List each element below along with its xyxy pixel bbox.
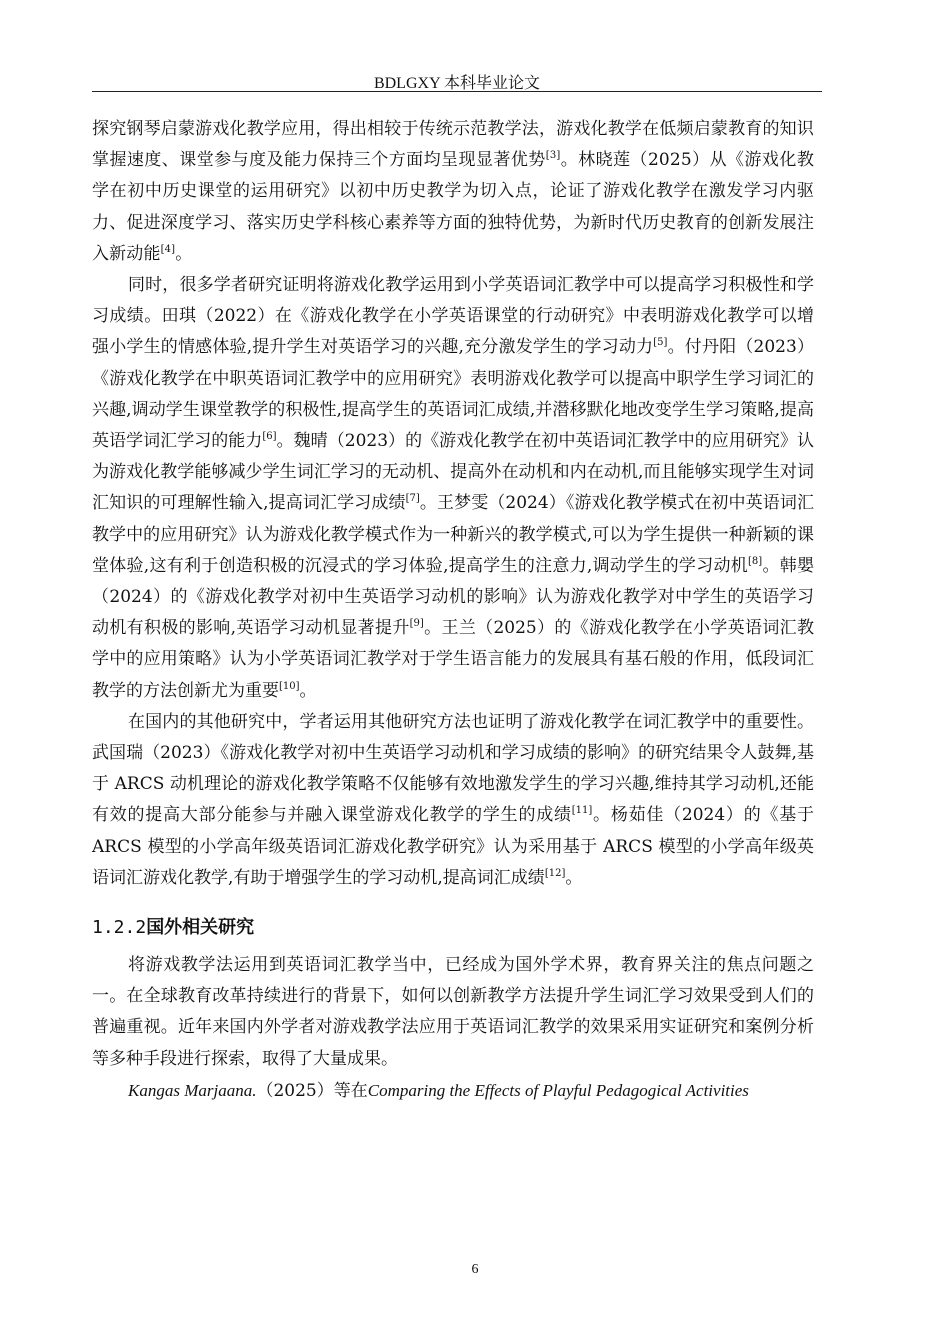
paragraph-text: 。韩嬰（2024）的《游戏化教学对初中生英语学习动机的影响》认为游戏化教学对中学生的英语学习动机有积极的影响,英语学习动机显著提升 — [92, 555, 814, 639]
paragraph-text: 。付丹阳（2023）《游戏化教学在中职英语词汇教学中的应用研究》表明游戏化教学可以提高中职学生学习词汇的兴趣,调动学生课堂教学的积极性,提高学生的英语词汇成绩,并潜移默化地改变学生学习策略,提高英语学词汇学习的能力 — [92, 337, 814, 452]
paragraph-3 — [92, 707, 814, 894]
paragraph-text: 在国内的其他研究中，学者运用其他研究方法也证明了游戏化教学在词汇教学中的重要性。武国瑞（2023）《游戏化教学对初中生英语学习动机和学习成绩的影响》的研究结果令人鼓舞,基于 ARCS 动机理论的游戏化教学策略不仅能够有效地激发学生的学习兴趣,维持其学习动机,还能有效的提高大部分能参与并融入课堂游戏化教学的学生的成绩 — [92, 711, 814, 826]
citation-ref: [4] — [160, 243, 176, 255]
citation-ref: [5] — [653, 337, 668, 349]
citation-ref: [8] — [748, 555, 763, 567]
section-title: 国外相关研究 — [146, 917, 255, 939]
paragraph-text: 。 — [175, 243, 193, 264]
citation-ref: [12] — [544, 867, 566, 879]
section-heading — [92, 912, 814, 944]
section-number: 1.2.2 — [92, 917, 147, 939]
paragraph-text: 。王梦雯（2024）《游戏化教学模式在初中英语词汇教学中的应用研究》认为游戏化教学模式作为一种新兴的教学模式,可以为学生提供一种新颖的课堂体验,这有利于创造积极的沉浸式的学习体验,提高学生的注意力,调动学生的学习动机 — [92, 493, 814, 576]
body-text — [92, 114, 814, 1107]
header-rule — [92, 91, 822, 92]
author-name: Kangas Marjaana. — [128, 1080, 257, 1100]
citation-ref: [11] — [571, 805, 593, 817]
citation-ref: [6] — [262, 431, 277, 443]
paragraph-text: 。 — [299, 680, 317, 701]
paragraph-text: 。杨茹佳（2024）的《基于 ARCS 模型的小学高年级英语词汇游戏化教学研究》认为采用基于 ARCS 模型的小学高年级英语词汇游戏化教学,有助于增强学生的学习动机,提高词汇成绩 — [92, 805, 814, 888]
page-number: 6 — [471, 1262, 479, 1277]
cited-title: Comparing the Effects of Playful Pedagogical Activities — [367, 1080, 749, 1100]
paragraph-5 — [92, 1075, 814, 1107]
paragraph-4 — [92, 950, 814, 1075]
citation-ref: [7] — [405, 493, 420, 505]
paragraph-text: 。林晓莲（2025）从《游戏化教学在初中历史课堂的运用研究》以初中历史教学为切入点，论证了游戏化教学在激发学习内驱力、促进深度学习、落实历史学科核心素养等方面的独特优势，为新时代历史教育的创新发展注入新动能 — [92, 150, 814, 264]
citation-ref: [3] — [545, 150, 561, 162]
paragraph-1 — [92, 114, 814, 270]
paragraph-text: 。魏晴（2023）的《游戏化教学在初中英语词汇教学中的应用研究》认为游戏化教学能够减少学生词汇学习的无动机、提高外在动机和内在动机,而且能够实现学生对词汇知识的可理解性输入,提高词汇学习成绩 — [92, 431, 814, 514]
paragraph-text: （2025）等在 — [256, 1080, 368, 1101]
paragraph-2 — [92, 270, 814, 707]
paragraph-text: 同时，很多学者研究证明将游戏化教学运用到小学英语词汇教学中可以提高学习积极性和学习成绩。田琪（2022）在《游戏化教学在小学英语课堂的行动研究》中表明游戏化教学可以增强小学生的情感体验,提升学生对英语学习的兴趣,充分激发学生的学习动力 — [92, 275, 814, 358]
running-header: BDLGXY 本科毕业论文 — [373, 75, 541, 92]
citation-ref: [10] — [279, 680, 300, 692]
citation-ref: [9] — [409, 618, 424, 630]
paragraph-text: 探究钢琴启蒙游戏化教学应用，得出相较于传统示范教学法，游戏化教学在低频启蒙教育的知识掌握速度、课堂参与度及能力保持三个方面均呈现显著优势 — [92, 119, 814, 171]
paragraph-text: 。王兰（2025）的《游戏化教学在小学英语词汇教学中的应用策略》认为小学英语词汇教学对于学生语言能力的发展具有基石般的作用，低段词汇教学的方法创新尤为重要 — [92, 618, 814, 701]
paragraph-text: 将游戏教学法运用到英语词汇教学当中，已经成为国外学术界，教育界关注的焦点问题之一。在全球教育改革持续进行的背景下，如何以创新教学方法提升学生词汇学习效果受到人们的普遍重视。近年来国内外学者对游戏教学法应用于英语词汇教学的效果采用实证研究和案例分析等多种手段进行探索，取得了大量成果。 — [92, 955, 814, 1069]
paragraph-text: 。 — [565, 867, 583, 888]
